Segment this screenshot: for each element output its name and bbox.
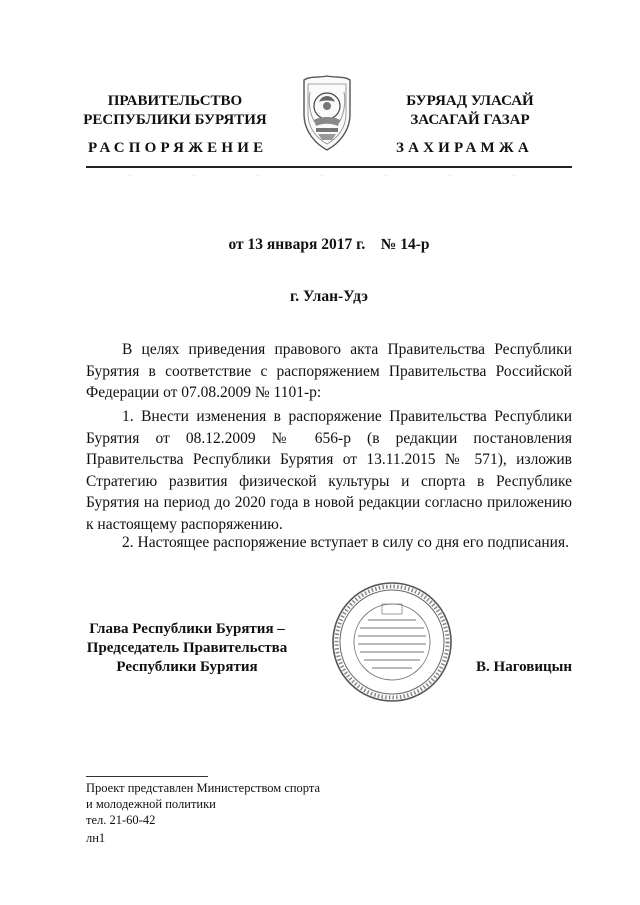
coat-of-arms-emblem [296,72,358,154]
doc-type-ru: РАСПОРЯЖЕНИЕ [88,140,268,156]
footer-rule [86,776,208,777]
body-paragraph-3 [86,532,572,554]
body-paragraph-1 [86,339,572,404]
emblem-icon [296,72,358,154]
header-right-line1: БУРЯАД УЛАСАЙ [406,93,534,109]
footer-code: лн1 [86,831,106,845]
header-left-line1: ПРАВИТЕЛЬСТВО [107,93,243,109]
header-right-line2: ЗАСАГАЙ ГАЗАР [410,112,530,128]
header-left-line2: РЕСПУБЛИКИ БУРЯТИЯ [83,112,267,128]
body-paragraph-3-text: 2. Настоящее распоряжение вступает в силу со дня его подписания. [122,534,569,551]
footer-note [86,780,320,828]
signature-name: В. Наговицын [476,659,572,675]
header-dots: ·· ·· ·· ·· ·· ·· ·· [128,173,516,179]
city: г. Улан-Удэ [289,288,368,305]
date-number: от 13 января 2017 г. № 14-р [228,236,430,253]
body-paragraph-1-text: В целях приведения правового акта Правительства Республики Бурятия в соответствие с распоряжением Правительства Российской Федерации от 07.08.2009 № 1101-р: [86,341,572,401]
footer-line2: и молодежной политики [86,797,216,811]
header-right [382,92,558,130]
signature-title [80,620,294,677]
official-stamp-seal [330,580,454,704]
signature-title-line3: Республики Бурятия [116,659,258,675]
signature-title-line1: Глава Республики Бурятия – [89,621,285,637]
footer-line1: Проект представлен Министерством спорта [86,781,321,795]
stamp-icon [330,580,454,704]
signature-title-line2: Председатель Правительства [86,640,288,656]
doc-type-bua: ЗАХИРАМЖА [396,140,533,156]
header-left [80,92,270,130]
body-paragraph-2 [86,406,572,535]
header-rule [86,166,572,168]
footer-line3: тел. 21-60-42 [86,813,156,827]
body-paragraph-2-text: 1. Внести изменения в распоряжение Правительства Республики Бурятия от 08.12.2009 № 656-р (в редакции постановления Правительства Республики Бурятия от 13.11.2015 № 571), изложив Стратегию развития физической культуры и спорта в Республике Бурятия на период до 2020 года в новой редакции согласно приложению к настоящему распоряжению. [86,408,572,533]
